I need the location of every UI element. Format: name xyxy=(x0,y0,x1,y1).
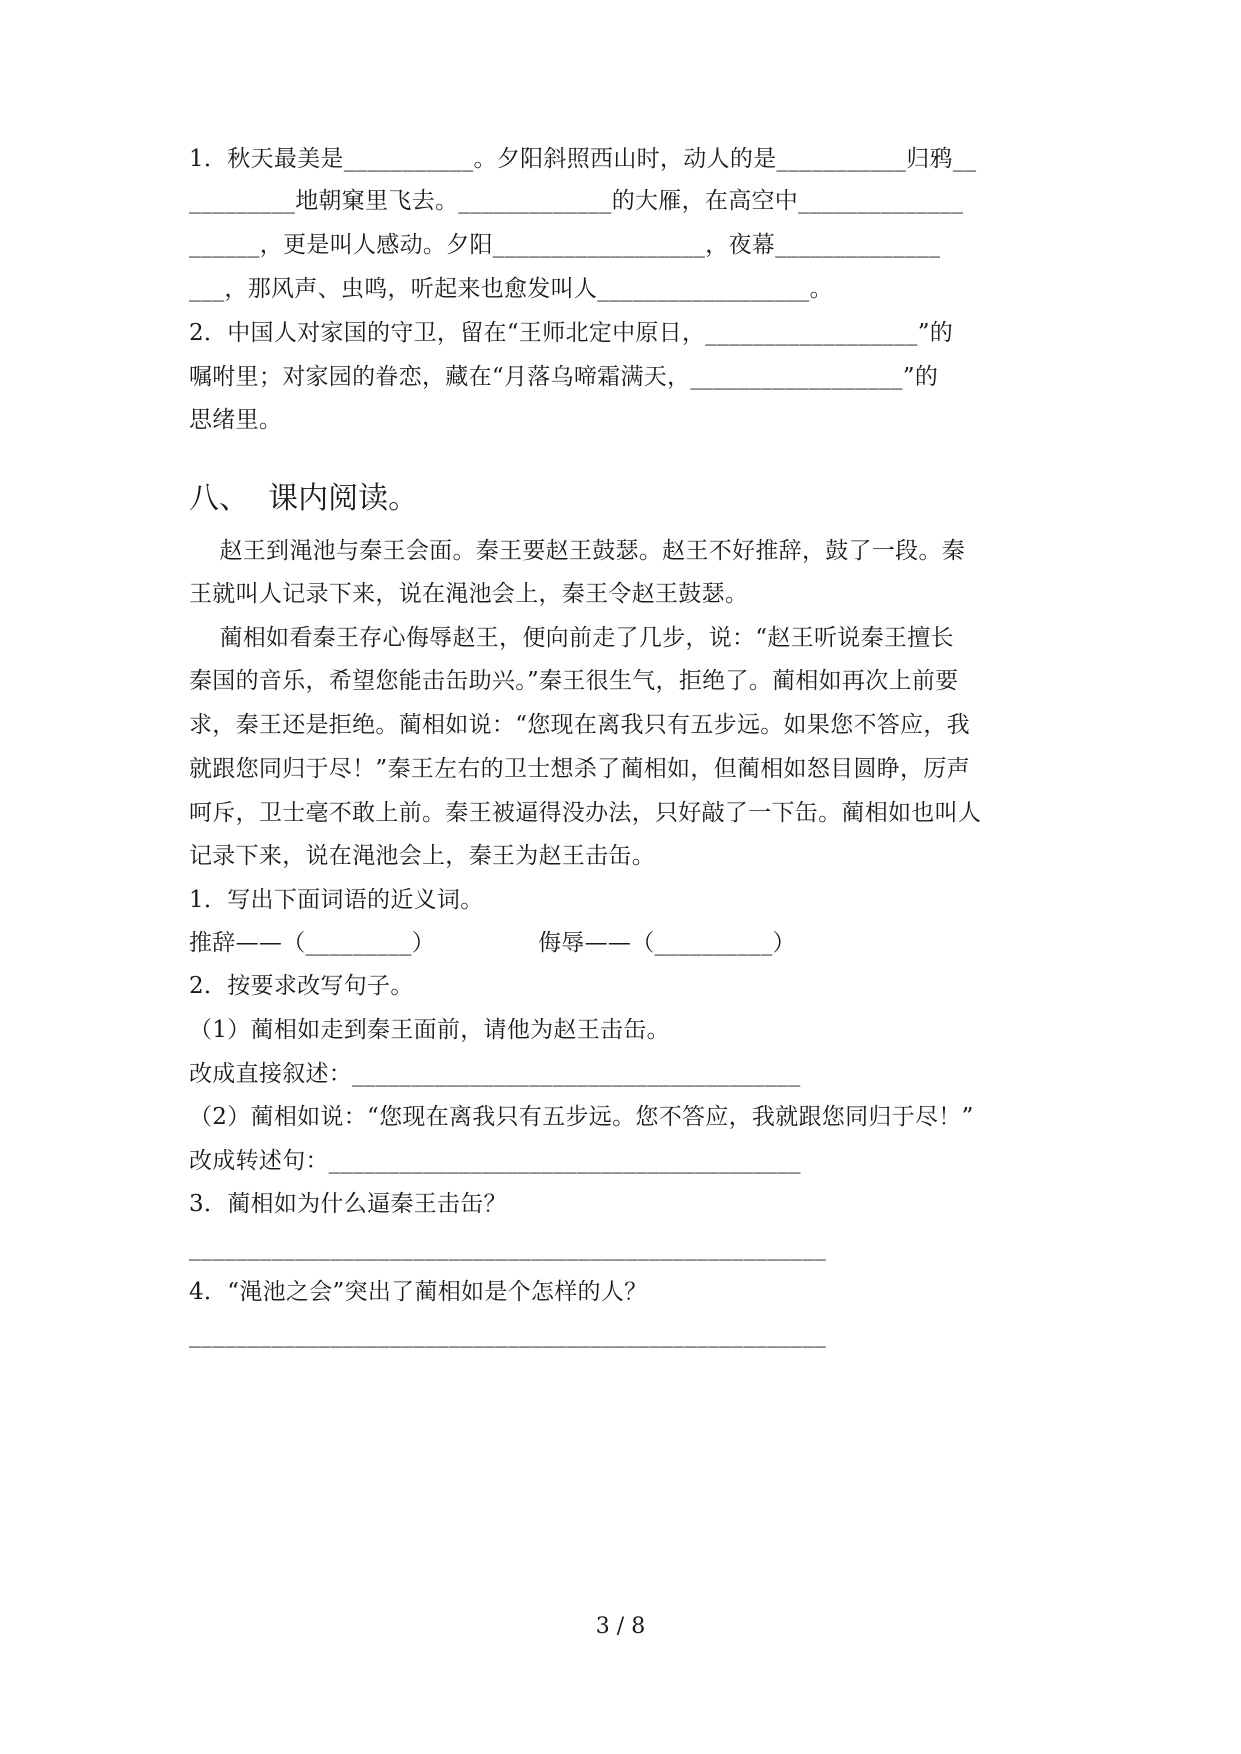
fill-in-q1-line-3: ______，更是叫人感动。夕阳__________________，夜幕______________ xyxy=(189,232,941,258)
answer-line-2-2[interactable]: 改成转述句：________________________________________ xyxy=(189,1148,801,1174)
question-2-2: （2）蔺相如说：“您现在离我只有五步远。您不答应，我就跟您同归于尽！” xyxy=(189,1104,974,1130)
fill-in-q2-line-1: 2．中国人对家国的守卫，留在“王师北定中原日，__________________”的 xyxy=(189,320,954,346)
passage-line-6: 就跟您同归于尽！”秦王左右的卫士想杀了蔺相如，但蔺相如怒目圆睁，厉声 xyxy=(189,756,970,782)
passage-line-7: 呵斥，卫士毫不敢上前。秦王被逼得没办法，只好敲了一下缶。蔺相如也叫人 xyxy=(189,800,982,826)
fill-in-q1-line-4: ___，那风声、虫鸣，听起来也愈发叫人__________________。 xyxy=(189,276,833,302)
question-1: 1．写出下面词语的近义词。 xyxy=(189,887,484,913)
passage-line-8: 记录下来，说在渑池会上，秦王为赵王击缶。 xyxy=(189,843,655,869)
passage-line-4: 秦国的音乐，希望您能击缶助兴。”秦王很生气，拒绝了。蔺相如再次上前要 xyxy=(189,668,959,694)
fill-in-q2-line-3: 思绪里。 xyxy=(189,407,283,433)
section-heading: 八、 课内阅读。 xyxy=(189,481,419,516)
fill-in-q1-line-1: 1．秋天最美是___________。夕阳斜照西山时，动人的是___________归鸦__ xyxy=(189,146,977,172)
answer-line-3[interactable]: ______________________________________________________ xyxy=(189,1235,827,1261)
answer-line-2-1[interactable]: 改成直接叙述：______________________________________ xyxy=(189,1061,801,1087)
fill-in-q1-line-2: _________地朝窠里飞去。_____________的大雁，在高空中______________ xyxy=(189,188,964,214)
passage-line-1: 赵王到渑池与秦王会面。秦王要赵王鼓瑟。赵王不好推辞，鼓了一段。秦 xyxy=(189,538,966,564)
page-number: 3 / 8 xyxy=(595,1614,646,1639)
answer-line-4[interactable]: ______________________________________________________ xyxy=(189,1322,827,1348)
question-2-1: （1）蔺相如走到秦王面前，请他为赵王击缶。 xyxy=(189,1017,670,1043)
question-4: 4．“渑池之会”突出了蔺相如是个怎样的人？ xyxy=(189,1279,648,1305)
passage-line-5: 求，秦王还是拒绝。蔺相如说：“您现在离我只有五步远。如果您不答应，我 xyxy=(189,712,970,738)
synonym-blank-1[interactable]: 推辞——（_________） xyxy=(189,930,435,956)
fill-in-q2-line-2: 嘱咐里；对家园的眷恋，藏在“月落乌啼霜满天，__________________”的 xyxy=(189,364,939,390)
question-3: 3．蔺相如为什么逼秦王击缶？ xyxy=(189,1191,507,1217)
synonym-blank-2[interactable]: 侮辱——（__________） xyxy=(538,930,796,956)
question-2: 2．按要求改写句子。 xyxy=(189,973,414,999)
passage-line-2: 王就叫人记录下来，说在渑池会上，秦王令赵王鼓瑟。 xyxy=(189,581,749,607)
passage-line-3: 蔺相如看秦王存心侮辱赵王，便向前走了几步，说：“赵王听说秦王擅长 xyxy=(189,625,954,651)
